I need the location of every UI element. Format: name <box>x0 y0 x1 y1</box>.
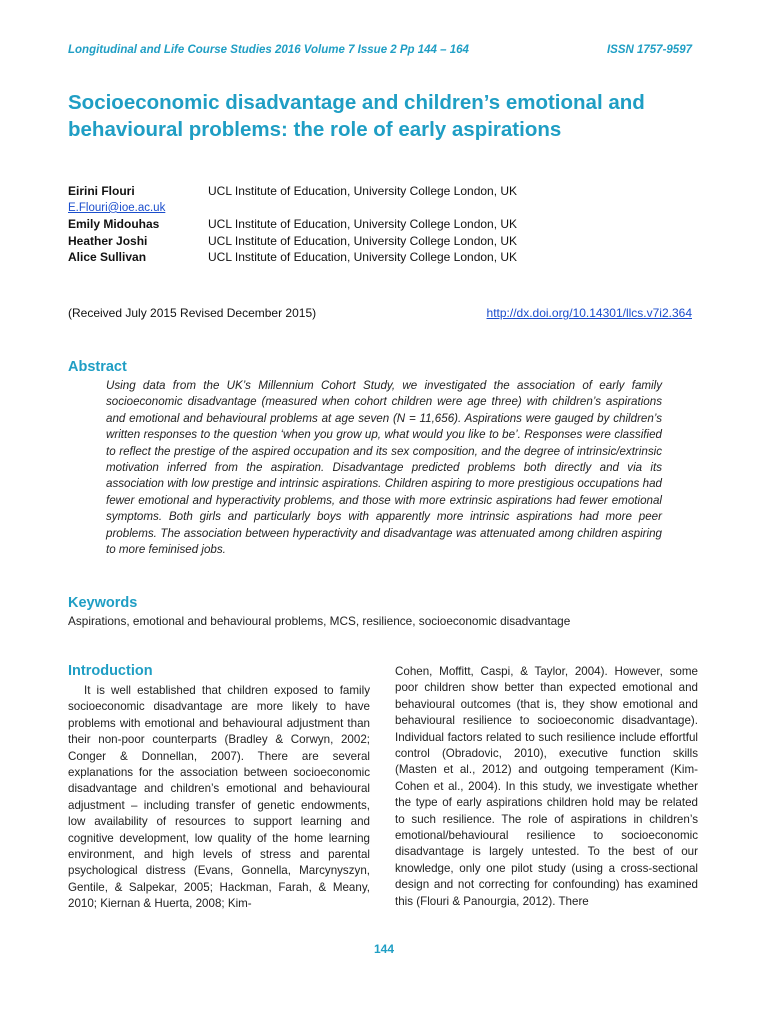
author-row <box>68 216 708 233</box>
author-affiliation: UCL Institute of Education, University College London, UK <box>208 233 518 248</box>
introduction-left-text: It is well established that children exposed to family socioeconomic disadvantage are more likely to have problems with emotional and behavioural adjustment than their non-poor counterparts (Bradley & Corwyn, 2002; Conger & Donnellan, 2007). There are several explanations for the association between socioeconomic disadvantage and children’s emotional and behavioural adjustment – including transfer of genetic endowments, low availability of resources to support learning and cognitive development, low quality of the home learning environment, and high levels of stress and parental psychological distress (Evans, Gonnella, Marcynyszyn, Gentile, & Salpekar, 2005; Hackman, Farah, & Meany, 2010; Kiernan & Huerta, 2008; Kim- <box>68 684 370 911</box>
author-row <box>68 233 708 250</box>
right-column <box>395 664 698 910</box>
author-email-row <box>68 200 708 217</box>
received-line <box>68 306 692 320</box>
running-head <box>68 44 692 56</box>
page-number: 144 <box>373 942 395 956</box>
keywords-text: Aspirations, emotional and behavioural problems, MCS, resilience, socioeconomic disadvantage <box>68 614 571 628</box>
author-row <box>68 249 708 266</box>
author-list <box>68 183 708 266</box>
author-affiliation: UCL Institute of Education, University College London, UK <box>208 217 518 232</box>
left-column <box>68 663 370 913</box>
journal-citation: Longitudinal and Life Course Studies 2016 Volume 7 Issue 2 Pp 144 – 164 <box>68 44 469 56</box>
received-dates: (Received July 2015 Revised December 2015) <box>68 306 317 320</box>
abstract-text: Using data from the UK’s Millennium Cohort Study, we investigated the association of early family socioeconomic disadvantage (measured when cohort children were age three) with children’s aspirations and emotional and behavioural problems at age seven (N = 11,656). Aspirations were gauged by children’s written responses to the question ‘when you grow up, what would you like to be’. Responses were classified to reflect the prestige of the aspired occupation and its sex composition, and the degree of intrinsic/extrinsic motivation inferred from the aspiration. Disadvantage predicted problems both directly and via its association with low prestige and intrinsic aspirations. Children aspiring to more prestigious occupations had fewer emotional and hyperactivity problems, and those with more extrinsic aspirations had fewer emotional symptoms. Both girls and particularly boys with apparently more intrinsic aspirations had more peer problems. The association between hyperactivity and disadvantage was attenuated among children aspiring to more feminised jobs. <box>106 379 662 557</box>
author-row <box>68 183 708 200</box>
introduction-right-text: Cohen, Moffitt, Caspi, & Taylor, 2004). However, some poor children show better than expected emotional and behavioural outcomes (that is, they show emotional and behavioural resilience to socioeconomic disadvantage). Individual factors related to such resilience include effortful control (Obradovic, 2010), executive function skills (Masten et al., 2012) and outgoing temperament (Kim-Cohen et al., 2004). In this study, we investigate whether the type of early aspirations children hold may be related to such resilience. The role of aspirations in children’s emotional/behavioural resilience to socioeconomic disadvantage is largely untested. To the best of our knowledge, only one pilot study (using a cross-sectional design and not correcting for confounding) has examined this (Flouri & Panourgia, 2012). There <box>395 665 698 908</box>
author-name: Emily Midouhas <box>68 217 160 232</box>
author-name: Heather Joshi <box>68 233 148 248</box>
introduction-heading: Introduction <box>68 663 153 679</box>
author-affiliation: UCL Institute of Education, University College London, UK <box>208 250 518 265</box>
doi-link[interactable]: http://dx.doi.org/10.14301/llcs.v7i2.364 <box>486 306 692 320</box>
author-affiliation: UCL Institute of Education, University College London, UK <box>208 184 518 199</box>
author-name: Alice Sullivan <box>68 250 147 265</box>
keywords-heading: Keywords <box>68 595 138 611</box>
abstract-heading: Abstract <box>68 359 127 375</box>
author-name: Eirini Flouri <box>68 184 135 199</box>
author-email-link[interactable]: E.Flouri@ioe.ac.uk <box>68 201 166 214</box>
paper-title: Socioeconomic disadvantage and children’s emotional and behavioural problems: the role of early aspirations <box>68 91 645 141</box>
issn: ISSN 1757-9597 <box>606 44 692 56</box>
